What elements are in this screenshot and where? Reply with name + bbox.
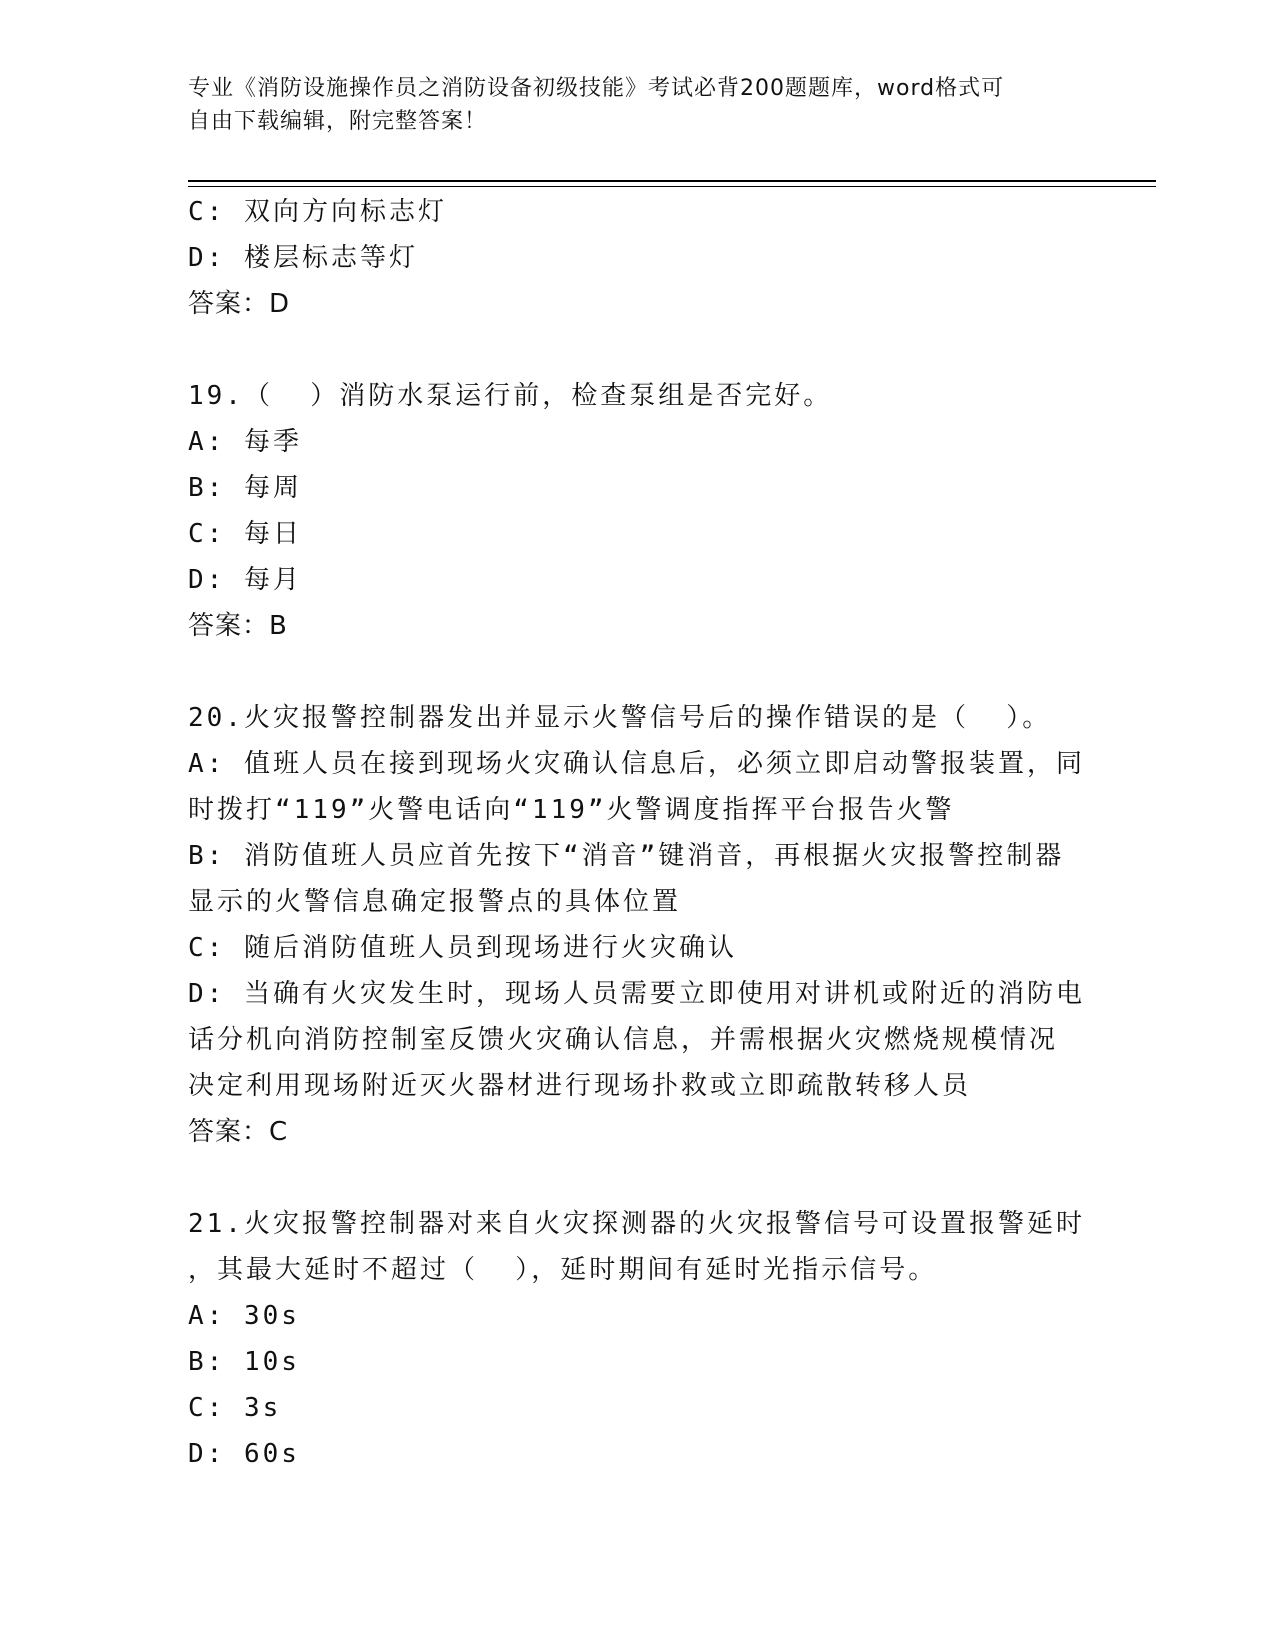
option-a: A: 每季: [188, 427, 302, 457]
question-content: [188, 189, 1088, 1477]
option-b: B: 每周: [188, 473, 302, 503]
option-d-line-3: 决定利用现场附近灭火器材进行现场扑救或立即疏散转移人员: [188, 1071, 972, 1101]
option-d: D: 每月: [188, 565, 302, 595]
option-c: C: 双向方向标志灯: [188, 197, 447, 227]
option-a-line-2: 时拨打“119”火警电话向“119”火警调度指挥平台报告火警: [188, 795, 955, 825]
header-line-1: 专业《消防设施操作员之消防设备初级技能》考试必背200题题库，word格式可: [188, 76, 1005, 101]
answer-label: 答案：B: [188, 611, 288, 641]
spacer: [188, 649, 1088, 695]
option-d: D: 楼层标志等灯: [188, 243, 418, 273]
option-a-line-1: A: 值班人员在接到现场火灾确认信息后，必须立即启动警报装置，同: [188, 749, 1085, 779]
question-21: [188, 1201, 1088, 1477]
question-19: [188, 373, 1088, 649]
question-20: [188, 695, 1088, 1155]
option-c: C: 随后消防值班人员到现场进行火灾确认: [188, 933, 737, 963]
option-c: C: 每日: [188, 519, 302, 549]
question-stem-line-1: 21.火灾报警控制器对来自火灾探测器的火灾报警信号可设置报警延时: [188, 1209, 1085, 1239]
option-a: A: 30s: [188, 1301, 300, 1331]
header-divider-thin: [188, 186, 1156, 187]
document-header: [188, 72, 1088, 138]
question-18: [188, 189, 1088, 327]
question-stem: 19.（ ）消防水泵运行前，检查泵组是否完好。: [188, 381, 833, 411]
question-stem-line-2: ，其最大延时不超过（ ），延时期间有延时光指示信号。: [188, 1255, 938, 1285]
option-b: B: 10s: [188, 1347, 300, 1377]
option-b-line-1: B: 消防值班人员应首先按下“消音”键消音，再根据火灾报警控制器: [188, 841, 1065, 871]
header-divider-thick: [188, 180, 1156, 182]
question-stem: 20.火灾报警控制器发出并显示火警信号后的操作错误的是（ ）。: [188, 703, 1052, 733]
header-line-2: 自由下载编辑，附完整答案！: [188, 109, 488, 134]
option-d: D: 60s: [188, 1439, 300, 1469]
answer-label: 答案：D: [188, 289, 291, 319]
option-d-line-1: D: 当确有火灾发生时，现场人员需要立即使用对讲机或附近的消防电: [188, 979, 1085, 1009]
option-d-line-2: 话分机向消防控制室反馈火灾确认信息，并需根据火灾燃烧规模情况: [188, 1025, 1059, 1055]
option-c: C: 3s: [188, 1393, 282, 1423]
spacer: [188, 1155, 1088, 1201]
spacer: [188, 327, 1088, 373]
option-b-line-2: 显示的火警信息确定报警点的具体位置: [188, 887, 682, 917]
answer-label: 答案：C: [188, 1117, 289, 1147]
